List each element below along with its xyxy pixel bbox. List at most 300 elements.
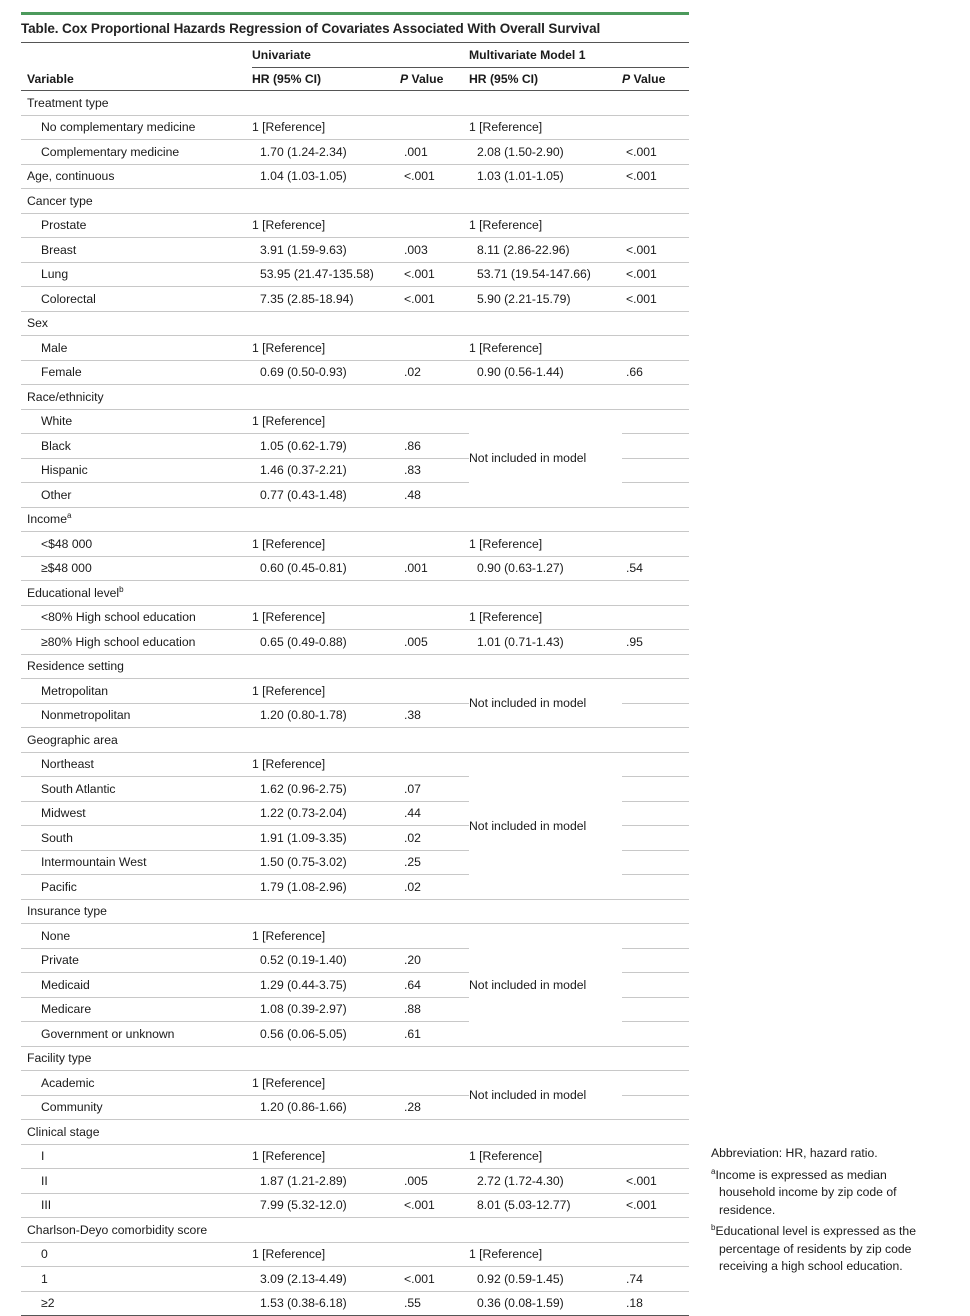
univariate-hr-cell: 1 [Reference] [252,610,326,625]
univariate-hr-cell [252,899,400,924]
multivariate-p-cell [622,409,689,434]
multivariate-hr-cell: 8.11 (2.86-22.96) [477,242,570,257]
univariate-p-cell [400,311,469,336]
univariate-p-cell: .38 [404,708,421,723]
multivariate-p-cell: .54 [626,561,643,576]
univariate-p-cell: <.001 [404,1271,435,1286]
multivariate-p-cell: <.001 [626,144,657,159]
univariate-hr-cell: 1.29 (0.44-3.75) [260,977,347,992]
multivariate-p-cell [622,875,689,900]
univariate-hr-cell: 7.35 (2.85-18.94) [260,291,354,306]
table-row [21,605,689,630]
variable-cell [21,752,252,777]
univariate-hr-cell: 1.53 (0.38-6.18) [260,1296,347,1311]
p-rest: Value [408,72,444,86]
univariate-p-cell: .25 [404,855,421,870]
variable-cell [21,458,252,483]
table-row [21,1242,689,1267]
variable-label: 1 [41,1271,48,1286]
variable-label: Income [27,512,67,527]
variable-cell [21,1218,252,1243]
variable-cell [21,1071,252,1096]
table-row [21,238,689,263]
multivariate-hr-cell: 1 [Reference] [469,536,543,551]
multivariate-p-cell [622,605,689,630]
variable-label: Private [41,953,79,968]
variable-label: Medicaid [41,977,90,992]
variable-label: Black [41,438,71,453]
univariate-hr-cell: 1.70 (1.24-2.34) [260,144,347,159]
variable-label: Community [41,1100,103,1115]
variable-cell [21,850,252,875]
univariate-p-cell [400,654,469,679]
variable-cell [21,875,252,900]
univariate-p-cell [400,336,469,361]
variable-cell [21,826,252,851]
variable-label: Other [41,487,72,502]
multivariate-hr-cell [469,385,622,410]
multivariate-p-cell: <.001 [626,242,657,257]
multivariate-p-cell: <.001 [626,1173,657,1188]
univariate-p-cell: <.001 [404,291,435,306]
univariate-p-cell: <.001 [404,1198,435,1213]
multivariate-hr-cell [469,899,622,924]
univariate-p-cell [400,507,469,532]
variable-cell [21,703,252,728]
univariate-hr-cell [252,581,400,606]
multivariate-p-cell [622,973,689,998]
multivariate-hr-cell [469,311,622,336]
univariate-hr-cell [252,385,400,410]
multivariate-p-cell [622,189,689,214]
p-italic: P [622,72,631,86]
variable-label: Pacific [41,879,77,894]
multivariate-p-cell [622,336,689,361]
univariate-hr-cell [252,91,400,116]
univariate-hr-cell: 53.95 (21.47-135.58) [260,267,374,282]
multivariate-p-cell [622,728,689,753]
variable-label: Midwest [41,806,86,821]
table-row [21,360,689,385]
multivariate-p-cell [622,385,689,410]
multivariate-p-cell [622,777,689,802]
univariate-hr-cell: 1 [Reference] [252,340,326,355]
variable-cell [21,1267,252,1292]
univariate-p-cell: .48 [404,487,421,502]
univariate-hr-cell: 1 [Reference] [252,414,326,429]
multivariate-p-cell [622,654,689,679]
multivariate-hr-cell: 1 [Reference] [469,218,543,233]
table-figure [21,12,689,1316]
multivariate-label: Multivariate Model 1 [469,48,586,62]
multivariate-not-included: Not included in model [469,409,622,507]
univariate-hr-cell: 0.77 (0.43-1.48) [260,487,347,502]
univariate-hr-cell: 1.50 (0.75-3.02) [260,855,347,870]
header-univariate-hr: HR (95% CI) [252,68,400,91]
multivariate-p-cell [622,1242,689,1267]
header-group-row [21,43,689,68]
table-row [21,287,689,312]
variable-cell [21,630,252,655]
table-section-row [21,1120,689,1145]
variable-label: ≥$48 000 [41,561,92,576]
multivariate-p-cell [622,581,689,606]
multivariate-hr-cell: 1 [Reference] [469,1149,543,1164]
variable-label: Complementary medicine [41,144,180,159]
variable-cell [21,262,252,287]
variable-label: ≥80% High school education [41,634,196,649]
univariate-p-cell [400,1144,469,1169]
multivariate-p-cell [622,703,689,728]
variable-label: Nonmetropolitan [41,708,131,723]
univariate-hr-cell: 3.09 (2.13-4.49) [260,1271,347,1286]
variable-cell [21,238,252,263]
multivariate-p-cell [622,1218,689,1243]
variable-label: South Atlantic [41,781,116,796]
variable-label: White [41,414,73,429]
multivariate-hr-cell [469,581,622,606]
variable-cell [21,434,252,459]
multivariate-hr-cell: 1 [Reference] [469,340,543,355]
variable-cell [21,1193,252,1218]
multivariate-hr-cell: 8.01 (5.03-12.77) [477,1198,571,1213]
univariate-p-cell: .83 [404,463,421,478]
univariate-hr-cell: 1 [Reference] [252,757,326,772]
variable-cell [21,1095,252,1120]
univariate-hr-cell: 1.79 (1.08-2.96) [260,879,347,894]
univariate-hr-cell [252,189,400,214]
footnote-marker: a [66,511,72,521]
univariate-p-cell: .02 [404,830,421,845]
multivariate-not-included: Not included in model [469,1071,622,1120]
univariate-p-cell [400,189,469,214]
multivariate-p-cell: <.001 [626,1198,657,1213]
p-rest: Value [630,72,666,86]
table-row [21,630,689,655]
univariate-hr-cell [252,311,400,336]
multivariate-hr-cell: 0.92 (0.59-1.45) [477,1271,564,1286]
table-section-row [21,91,689,116]
multivariate-hr-cell [469,1120,622,1145]
univariate-p-cell [400,924,469,949]
table-row [21,679,689,704]
variable-label: <80% High school education [41,610,196,625]
univariate-label: Univariate [252,48,311,62]
univariate-hr-cell [252,1120,400,1145]
univariate-hr-cell [252,1218,400,1243]
multivariate-hr-cell [469,507,622,532]
table-section-row [21,311,689,336]
footnote-a [711,1167,941,1220]
variable-label: Northeast [41,757,94,772]
variable-cell [21,287,252,312]
variable-cell [21,483,252,508]
variable-label: Treatment type [27,95,109,110]
table-section-row [21,164,689,189]
multivariate-p-cell [622,532,689,557]
variable-label: Facility type [27,1051,92,1066]
univariate-hr-cell [252,728,400,753]
footnote-b-text: Educational level is expressed as the percentage of residents by zip code receiving a high school education. [715,1224,916,1273]
variable-cell [21,581,252,606]
variable-cell [21,189,252,214]
table-row [21,1071,689,1096]
table-section-row [21,189,689,214]
multivariate-p-cell [622,1120,689,1145]
variable-cell [21,679,252,704]
univariate-p-cell [400,752,469,777]
variable-cell [21,1144,252,1169]
multivariate-p-cell [622,507,689,532]
univariate-p-cell [400,728,469,753]
variable-label: <$48 000 [41,536,93,551]
variable-label: Race/ethnicity [27,389,104,404]
univariate-p-cell [400,115,469,140]
multivariate-p-cell [622,1022,689,1047]
univariate-p-cell: .003 [404,242,428,257]
multivariate-p-cell [622,213,689,238]
univariate-hr-cell: 1 [Reference] [252,120,326,135]
univariate-hr-cell: 1.08 (0.39-2.97) [260,1002,347,1017]
univariate-p-cell: .88 [404,1002,421,1017]
variable-label: II [41,1173,48,1188]
univariate-p-cell: .001 [404,561,428,576]
table-row [21,1169,689,1194]
table-row [21,115,689,140]
variable-cell [21,360,252,385]
univariate-p-cell [400,679,469,704]
variable-label: Age, continuous [27,169,115,184]
table-footnotes [711,1145,941,1280]
abbreviation-note: Abbreviation: HR, hazard ratio. [711,1146,878,1160]
multivariate-hr-cell: 1 [Reference] [469,610,543,625]
univariate-hr-cell: 3.91 (1.59-9.63) [260,242,347,257]
table-row [21,213,689,238]
multivariate-p-cell: .66 [626,365,643,380]
variable-label: Sex [27,316,49,331]
univariate-p-cell: .02 [404,879,421,894]
multivariate-p-cell [622,115,689,140]
variable-label: Residence setting [27,659,124,674]
table-section-row [21,899,689,924]
table-row [21,262,689,287]
univariate-hr-cell: 7.99 (5.32-12.0) [260,1198,347,1213]
univariate-p-cell: .44 [404,806,421,821]
table-body [21,91,689,1316]
variable-label: Insurance type [27,904,107,919]
variable-cell [21,532,252,557]
multivariate-not-included: Not included in model [469,679,622,728]
univariate-hr-cell: 1 [Reference] [252,1149,326,1164]
multivariate-hr-cell [469,1046,622,1071]
variable-cell [21,556,252,581]
variable-cell [21,1169,252,1194]
multivariate-p-cell [622,826,689,851]
univariate-hr-cell: 1.87 (1.21-2.89) [260,1173,347,1188]
variable-cell [21,213,252,238]
multivariate-p-cell [622,679,689,704]
univariate-p-cell: .20 [404,953,421,968]
multivariate-p-cell [622,752,689,777]
variable-cell [21,948,252,973]
variable-cell [21,924,252,949]
variable-label: Government or unknown [41,1026,175,1041]
variable-label: Academic [41,1075,95,1090]
variable-label: Breast [41,242,77,257]
table-section-row [21,507,689,532]
multivariate-p-cell [622,434,689,459]
table-row [21,532,689,557]
multivariate-hr-cell [469,91,622,116]
univariate-hr-cell: 1.20 (0.86-1.66) [260,1100,347,1115]
table-row [21,556,689,581]
table-section-row [21,1218,689,1243]
univariate-p-cell: .005 [404,1173,428,1188]
variable-cell [21,605,252,630]
variable-cell [21,777,252,802]
univariate-hr-cell: 1 [Reference] [252,218,326,233]
regression-table [21,43,689,1316]
header-variable: Variable [21,68,252,91]
table-section-row [21,728,689,753]
univariate-p-cell: .005 [404,634,428,649]
univariate-hr-cell: 0.60 (0.45-0.81) [260,561,347,576]
multivariate-hr-cell: 1.03 (1.01-1.05) [477,169,564,184]
footnote-b-mark: b [711,1222,716,1232]
univariate-hr-cell: 1.04 (1.03-1.05) [260,169,347,184]
header-column-row [21,68,689,91]
multivariate-hr-cell: 53.71 (19.54-147.66) [477,267,591,282]
multivariate-hr-cell: 0.90 (0.63-1.27) [477,561,564,576]
univariate-hr-cell [252,654,400,679]
multivariate-hr-cell: 1.01 (0.71-1.43) [477,634,564,649]
variable-cell [21,336,252,361]
variable-label: Cancer type [27,193,93,208]
variable-cell [21,164,252,189]
univariate-p-cell [400,532,469,557]
multivariate-p-cell: <.001 [626,267,657,282]
multivariate-p-cell: <.001 [626,291,657,306]
univariate-p-cell [400,409,469,434]
univariate-p-cell [400,213,469,238]
multivariate-hr-cell [469,728,622,753]
univariate-hr-cell: 1.22 (0.73-2.04) [260,806,347,821]
variable-label: Female [41,365,82,380]
table-row [21,752,689,777]
variable-label: Male [41,340,68,355]
variable-cell [21,115,252,140]
table-section-row [21,385,689,410]
variable-cell [21,1046,252,1071]
univariate-hr-cell: 0.52 (0.19-1.40) [260,953,347,968]
variable-cell [21,899,252,924]
table-row [21,336,689,361]
variable-cell [21,507,252,532]
multivariate-p-cell: .74 [626,1271,643,1286]
multivariate-hr-cell [469,189,622,214]
univariate-hr-cell: 1 [Reference] [252,683,326,698]
multivariate-hr-cell: 0.90 (0.56-1.44) [477,365,564,380]
footnote-a-mark: a [711,1166,716,1176]
multivariate-hr-cell: 1 [Reference] [469,1247,543,1262]
univariate-hr-cell: 1.46 (0.37-2.21) [260,463,347,478]
variable-label: None [41,928,71,943]
multivariate-p-cell: <.001 [626,169,657,184]
univariate-hr-cell: 0.69 (0.50-0.93) [260,365,347,380]
multivariate-hr-cell: 0.36 (0.08-1.59) [477,1296,564,1311]
variable-label: Educational level [27,585,120,600]
variable-label: I [41,1149,45,1164]
multivariate-p-cell [622,924,689,949]
univariate-p-cell [400,605,469,630]
variable-label: Medicare [41,1002,92,1017]
variable-cell [21,1120,252,1145]
univariate-p-cell: .07 [404,781,421,796]
univariate-p-cell: .02 [404,365,421,380]
univariate-hr-cell: 1 [Reference] [252,928,326,943]
table-section-row [21,1046,689,1071]
multivariate-p-cell [622,483,689,508]
table-row [21,1267,689,1292]
multivariate-hr-cell: 2.72 (1.72-4.30) [477,1173,564,1188]
footnote-marker: b [119,584,124,594]
variable-label: Lung [41,267,69,282]
variable-label: Charlson-Deyo comorbidity score [27,1222,208,1237]
table-row [21,1144,689,1169]
multivariate-hr-cell [469,1218,622,1243]
multivariate-p-cell [622,1046,689,1071]
multivariate-p-cell [622,801,689,826]
table-section-row [21,654,689,679]
variable-cell [21,801,252,826]
variable-cell [21,1242,252,1267]
univariate-p-cell: .55 [404,1296,421,1311]
multivariate-not-included: Not included in model [469,924,622,1047]
univariate-hr-cell: 1.91 (1.09-3.35) [260,830,347,845]
variable-cell [21,409,252,434]
multivariate-p-cell: .95 [626,634,643,649]
multivariate-p-cell [622,91,689,116]
variable-label: III [41,1198,52,1213]
univariate-p-cell [400,1071,469,1096]
variable-cell [21,91,252,116]
multivariate-hr-cell: 2.08 (1.50-2.90) [477,144,564,159]
variable-label: Intermountain West [41,855,147,870]
table-row [21,1193,689,1218]
univariate-p-cell: .86 [404,438,421,453]
univariate-hr-cell: 1.62 (0.96-2.75) [260,781,347,796]
univariate-p-cell: .001 [404,144,428,159]
table-row [21,1291,689,1316]
variable-cell [21,311,252,336]
multivariate-hr-cell: 1 [Reference] [469,120,543,135]
table-section-row [21,581,689,606]
multivariate-p-cell [622,1095,689,1120]
footnote-b [711,1223,941,1276]
univariate-hr-cell: 1 [Reference] [252,536,326,551]
univariate-p-cell: .64 [404,977,421,992]
multivariate-hr-cell [469,654,622,679]
multivariate-p-cell [622,1144,689,1169]
multivariate-p-cell [622,948,689,973]
univariate-p-cell [400,1242,469,1267]
variable-label: Colorectal [41,291,96,306]
variable-cell [21,1022,252,1047]
univariate-p-cell [400,581,469,606]
univariate-p-cell: .61 [404,1026,421,1041]
variable-label: South [41,830,73,845]
multivariate-p-cell [622,1071,689,1096]
